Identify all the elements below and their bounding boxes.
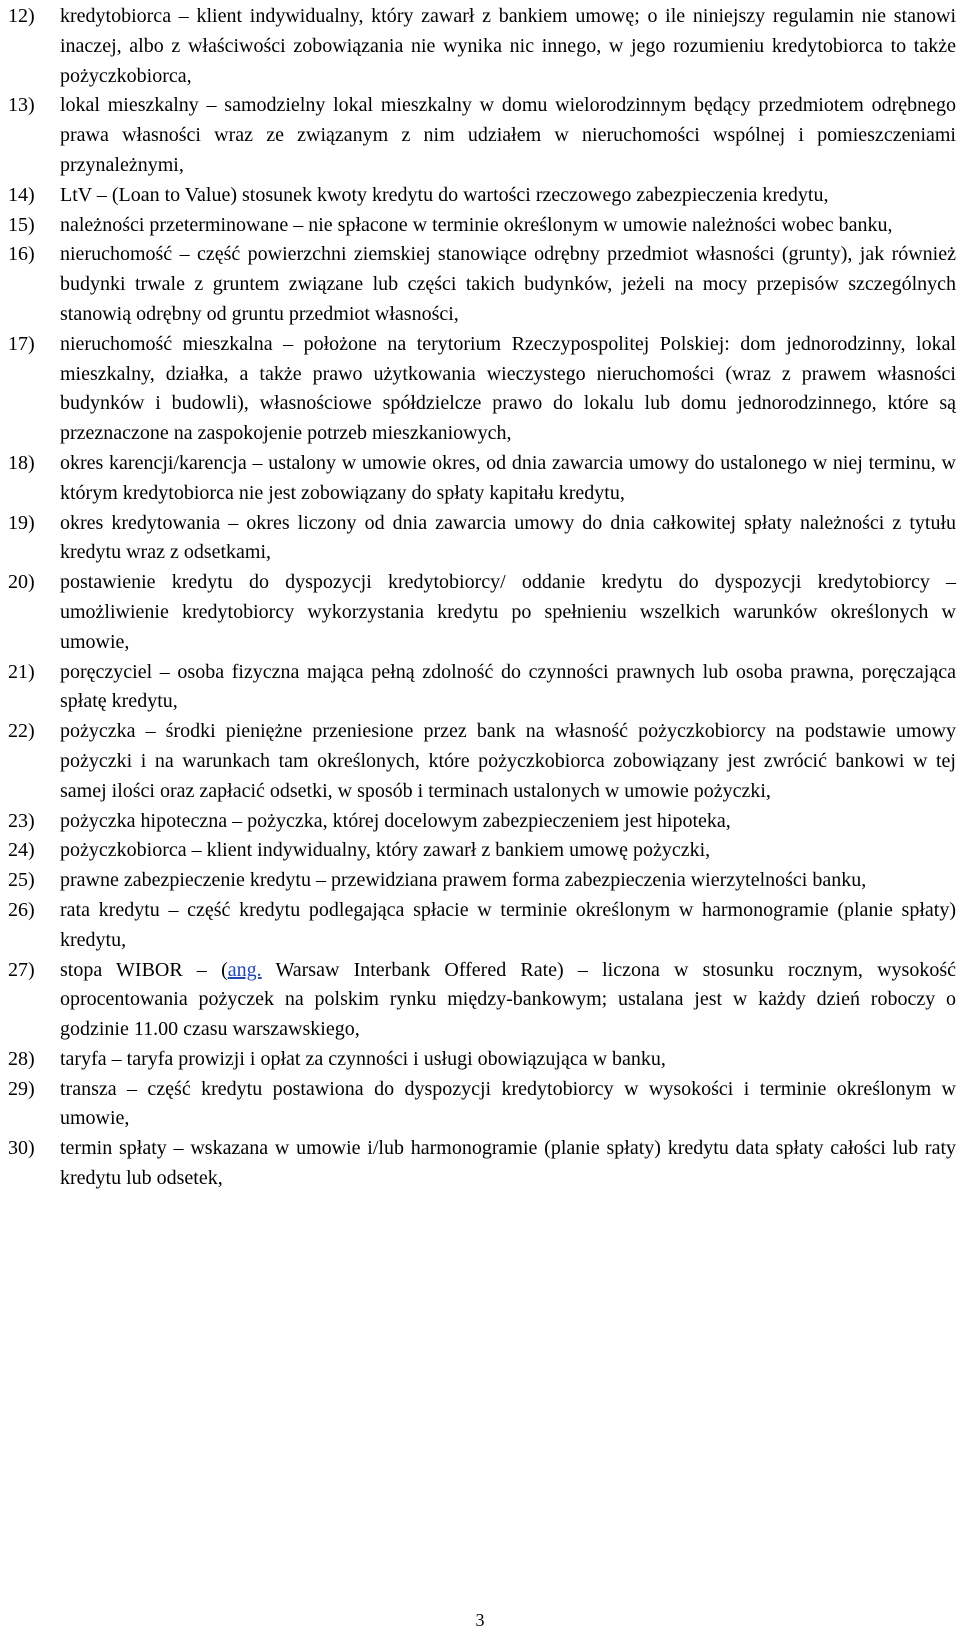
item-text: prawne zabezpieczenie kredytu – przewidziana prawem forma zabezpieczenia wierzytelności banku, xyxy=(60,869,867,892)
item-number: 29) xyxy=(8,1077,35,1100)
item-number: 15) xyxy=(8,213,35,236)
list-item xyxy=(8,330,956,449)
list-item xyxy=(8,866,956,896)
list-item xyxy=(8,568,956,657)
item-number: 28) xyxy=(8,1047,35,1070)
item-text: pożyczkobiorca – klient indywidualny, który zawarł z bankiem umowę pożyczki, xyxy=(60,839,711,862)
item-text: okres karencji/karencja – ustalony w umowie okres, od dnia zawarcia umowy do ustalonego w niej terminu, w którym kredytobiorca nie jest zobowiązany do spłaty kapitału kredytu, xyxy=(60,451,956,504)
list-item xyxy=(8,449,956,509)
list-item xyxy=(8,836,956,866)
item-text: nieruchomość mieszkalna – położone na terytorium Rzeczypospolitej Polskiej: dom jednorodzinny, lokal mieszkalny, działka, a także prawo użytkowania wieczystego nieruchomości (wraz z prawem własności budynków i budowli), własnościowe spółdzielcze prawo do lokalu lub domu jednorodzinnego, które są przeznaczone na zaspokojenie potrzeb mieszkaniowych, xyxy=(60,332,956,445)
item-number: 19) xyxy=(8,511,35,534)
item-text-after-link: Warsaw Interbank Offered Rate) – liczona w stosunku rocznym, wysokość oprocentowania pożyczek na polskim rynku między-bankowym; ustalana jest w każdy dzień roboczy o godzinie 11.00 czasu warszawskiego, xyxy=(60,958,956,1041)
list-item xyxy=(8,1075,956,1135)
list-item xyxy=(8,240,956,329)
definitions-list xyxy=(8,2,956,1194)
item-number: 17) xyxy=(8,332,35,355)
list-item xyxy=(8,896,956,956)
item-text: taryfa – taryfa prowizji i opłat za czynności i usługi obowiązująca w banku, xyxy=(60,1047,666,1070)
item-number: 27) xyxy=(8,958,35,981)
item-number: 13) xyxy=(8,94,35,117)
item-text: postawienie kredytu do dyspozycji kredytobiorcy/ oddanie kredytu do dyspozycji kredytobiorcy – umożliwienie kredytobiorcy wykorzystania kredytu po spełnieniu wszelkich warunków określonych w umowie, xyxy=(60,571,956,653)
item-number: 22) xyxy=(8,720,35,743)
list-item xyxy=(8,658,956,718)
list-item xyxy=(8,717,956,806)
item-text-before-link: stopa WIBOR – ( xyxy=(60,958,228,981)
item-text: termin spłaty – wskazana w umowie i/lub harmonogramie (planie spłaty) kredytu data spłaty całości lub raty kredytu lub odsetek, xyxy=(60,1137,956,1190)
list-item xyxy=(8,509,956,569)
item-number: 18) xyxy=(8,451,35,474)
item-text: pożyczka hipoteczna – pożyczka, której docelowym zabezpieczeniem jest hipoteka, xyxy=(60,809,731,832)
item-number: 30) xyxy=(8,1137,35,1160)
list-item xyxy=(8,211,956,241)
list-item xyxy=(8,181,956,211)
item-text: transza – część kredytu postawiona do dyspozycji kredytobiorcy w wysokości i terminie określonym w umowie, xyxy=(60,1077,956,1130)
list-item xyxy=(8,91,956,180)
item-number: 25) xyxy=(8,869,35,892)
item-text: okres kredytowania – okres liczony od dnia zawarcia umowy do dnia całkowitej spłaty należności z tytułu kredytu wraz z odsetkami, xyxy=(60,511,956,564)
item-number: 23) xyxy=(8,809,35,832)
list-item xyxy=(8,956,956,1045)
item-number: 24) xyxy=(8,839,35,862)
item-text xyxy=(60,956,956,1045)
item-number: 20) xyxy=(8,571,35,594)
item-number: 26) xyxy=(8,898,35,921)
item-text: należności przeterminowane – nie spłacone w terminie określonym w umowie należności wobec banku, xyxy=(60,213,893,236)
item-text: kredytobiorca – klient indywidualny, który zawarł z bankiem umowę; o ile niniejszy regulamin nie stanowi inaczej, albo z właściwości zobowiązania nie wynika nic innego, w jego rozumieniu kredytobiorca to także pożyczkobiorca, xyxy=(60,5,956,87)
item-text: rata kredytu – część kredytu podlegająca spłacie w terminie określonym w harmonogramie (planie spłaty) kredytu, xyxy=(60,898,956,951)
list-item xyxy=(8,2,956,91)
ang-link[interactable]: ang. xyxy=(227,958,262,981)
item-text: pożyczka – środki pieniężne przeniesione przez bank na własność pożyczkobiorcy na podstawie umowy pożyczki i na warunkach tam określonych, które pożyczkobiorca zobowiązany jest zwrócić bankowi w tej samej ilości oraz zapłacić odsetki, w sposób i terminach ustalonych w umowie pożyczki, xyxy=(60,720,956,802)
item-number: 16) xyxy=(8,243,35,266)
item-text: poręczyciel – osoba fizyczna mająca pełną zdolność do czynności prawnych lub osoba prawna, poręczająca spłatę kredytu, xyxy=(60,660,956,713)
item-number: 14) xyxy=(8,183,35,206)
item-text: lokal mieszkalny – samodzielny lokal mieszkalny w domu wielorodzinnym będący przedmiotem odrębnego prawa własności wraz ze związanym z nim udziałem w nieruchomości wspólnej i pomieszczeniami przynależnymi, xyxy=(60,94,956,176)
item-number: 21) xyxy=(8,660,35,683)
item-text: nieruchomość – część powierzchni ziemskiej stanowiące odrębny przedmiot własności (grunty), jak również budynki trwale z gruntem związane lub części takich budynków, jeżeli na mocy przepisów szczególnych stanowią odrębny od gruntu przedmiot własności, xyxy=(60,243,956,325)
list-item xyxy=(8,1134,956,1194)
item-text: LtV – (Loan to Value) stosunek kwoty kredytu do wartości rzeczowego zabezpieczenia kredytu, xyxy=(60,183,829,206)
list-item xyxy=(8,807,956,837)
item-number: 12) xyxy=(8,5,35,27)
list-item xyxy=(8,1045,956,1075)
page-number: 3 xyxy=(475,1610,485,1630)
